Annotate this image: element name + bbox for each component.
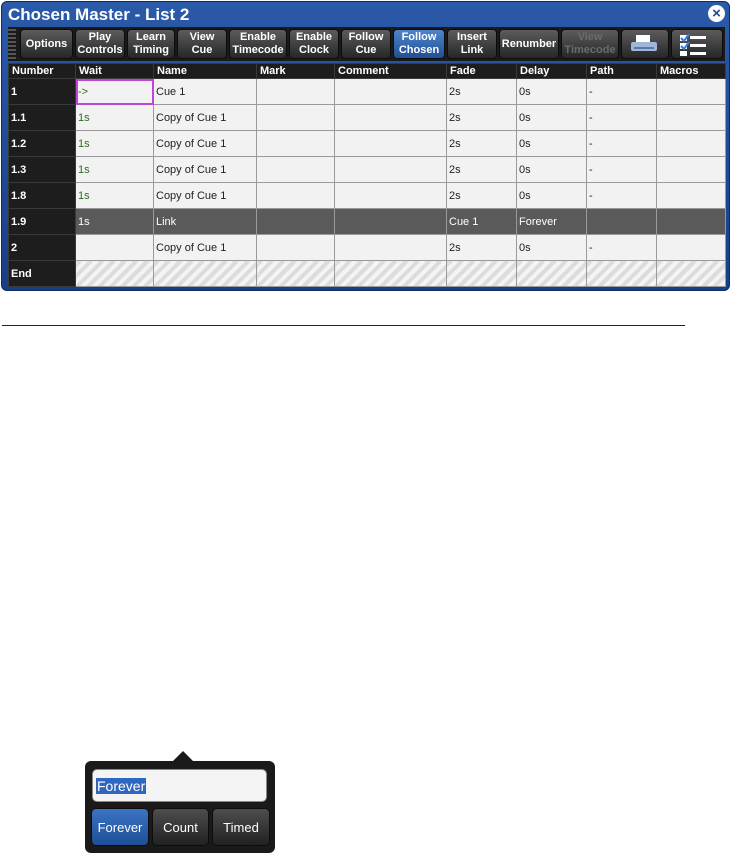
cue-path[interactable]: - [587, 157, 657, 183]
enable-clock-button[interactable]: Enable Clock [289, 29, 339, 59]
cue-number[interactable]: 1.9 [9, 209, 76, 235]
forever-button[interactable]: Forever [91, 808, 149, 846]
cue-delay[interactable]: 0s [517, 131, 587, 157]
cue-macros[interactable] [657, 157, 726, 183]
cue-comment[interactable] [335, 235, 447, 261]
column-header-comment[interactable]: Comment [335, 64, 447, 79]
cue-wait[interactable]: 1s [76, 157, 154, 183]
checklist-button[interactable] [671, 29, 723, 59]
cue-number[interactable]: End [9, 261, 76, 287]
cue-path[interactable]: - [587, 105, 657, 131]
cue-name[interactable]: Copy of Cue 1 [154, 105, 257, 131]
table-row[interactable] [9, 183, 726, 209]
cue-comment[interactable] [335, 105, 447, 131]
cue-delay[interactable]: 0s [517, 105, 587, 131]
cue-name[interactable]: Copy of Cue 1 [154, 131, 257, 157]
cue-delay[interactable]: 0s [517, 183, 587, 209]
cue-name[interactable]: Cue 1 [154, 79, 257, 105]
cue-fade [447, 261, 517, 287]
cue-wait [76, 261, 154, 287]
cue-fade[interactable]: 2s [447, 157, 517, 183]
delay-value-text: Forever [97, 777, 146, 794]
cue-mark[interactable] [257, 105, 335, 131]
checklist-icon [678, 33, 710, 57]
cue-mark[interactable] [257, 79, 335, 105]
column-header-macros[interactable]: Macros [657, 64, 726, 79]
cue-comment [335, 261, 447, 287]
cue-mark[interactable] [257, 235, 335, 261]
cue-number[interactable]: 1.2 [9, 131, 76, 157]
cue-macros[interactable] [657, 183, 726, 209]
cue-mark[interactable] [257, 183, 335, 209]
cue-wait[interactable]: 1s [76, 131, 154, 157]
column-header-fade[interactable]: Fade [447, 64, 517, 79]
divider-line [2, 325, 685, 326]
cue-path[interactable]: - [587, 183, 657, 209]
cue-delay [517, 261, 587, 287]
cue-number[interactable]: 1.1 [9, 105, 76, 131]
renumber-button[interactable]: Renumber [499, 29, 559, 59]
cue-macros[interactable] [657, 79, 726, 105]
column-header-delay[interactable]: Delay [517, 64, 587, 79]
timed-button[interactable]: Timed [212, 808, 270, 846]
column-header-name[interactable]: Name [154, 64, 257, 79]
printer-icon [630, 35, 658, 53]
table-header-row [9, 64, 726, 79]
delay-popup [85, 761, 275, 853]
column-header-number[interactable]: Number [9, 64, 76, 79]
cue-comment[interactable] [335, 157, 447, 183]
cue-fade[interactable]: 2s [447, 183, 517, 209]
cue-fade[interactable]: 2s [447, 131, 517, 157]
cue-path[interactable]: - [587, 79, 657, 105]
table-row-selected[interactable] [9, 209, 726, 235]
column-header-mark[interactable]: Mark [257, 64, 335, 79]
cue-wait[interactable]: -> [76, 79, 154, 105]
count-button[interactable]: Count [152, 808, 209, 846]
column-header-wait[interactable]: Wait [76, 64, 154, 79]
cue-mark[interactable] [257, 157, 335, 183]
follow-chosen-button[interactable]: Follow Chosen [393, 29, 445, 59]
table-row[interactable] [9, 105, 726, 131]
enable-timecode-button[interactable]: Enable Timecode [229, 29, 287, 59]
cue-name [154, 261, 257, 287]
cue-wait[interactable] [76, 235, 154, 261]
cue-path [587, 261, 657, 287]
cue-mark[interactable] [257, 131, 335, 157]
cue-number[interactable]: 1 [9, 79, 76, 105]
cue-mark[interactable] [257, 209, 335, 235]
cue-mark [257, 261, 335, 287]
close-icon[interactable]: × [708, 5, 725, 22]
cue-number[interactable]: 1.8 [9, 183, 76, 209]
cue-comment[interactable] [335, 131, 447, 157]
insert-link-button[interactable]: Insert Link [447, 29, 497, 59]
table-row[interactable] [9, 157, 726, 183]
cue-number[interactable]: 2 [9, 235, 76, 261]
cue-macros[interactable] [657, 131, 726, 157]
column-header-path[interactable]: Path [587, 64, 657, 79]
cue-fade[interactable]: Cue 1 [447, 209, 517, 235]
cue-list-window [1, 1, 730, 291]
table-row[interactable] [9, 131, 726, 157]
cue-path[interactable]: - [587, 235, 657, 261]
cue-fade[interactable]: 2s [447, 79, 517, 105]
cue-macros [657, 261, 726, 287]
cue-macros[interactable] [657, 105, 726, 131]
cue-macros[interactable] [657, 235, 726, 261]
learn-timing-button[interactable]: Learn Timing [127, 29, 175, 59]
cue-name[interactable]: Copy of Cue 1 [154, 183, 257, 209]
window-title: Chosen Master - List 2 [8, 5, 190, 24]
toolbar [8, 27, 725, 61]
table-row-end[interactable] [9, 261, 726, 287]
cue-delay[interactable]: 0s [517, 235, 587, 261]
cue-delay[interactable]: 0s [517, 157, 587, 183]
view-cue-button[interactable]: View Cue [177, 29, 227, 59]
popup-pointer [173, 751, 193, 761]
cue-name[interactable]: Copy of Cue 1 [154, 157, 257, 183]
cue-name[interactable]: Link [154, 209, 257, 235]
cue-number[interactable]: 1.3 [9, 157, 76, 183]
cue-path[interactable]: - [587, 131, 657, 157]
cue-delay[interactable]: Forever [517, 209, 587, 235]
table-row[interactable] [9, 235, 726, 261]
toolbar-grip[interactable] [8, 29, 16, 59]
cue-wait[interactable]: 1s [76, 183, 154, 209]
cue-wait[interactable]: 1s [76, 105, 154, 131]
view-timecode-button[interactable]: View Timecode [561, 29, 619, 59]
cue-wait[interactable]: 1s [76, 209, 154, 235]
cue-macros[interactable] [657, 209, 726, 235]
cue-name[interactable]: Copy of Cue 1 [154, 235, 257, 261]
follow-cue-button[interactable]: Follow Cue [341, 29, 391, 59]
cue-fade[interactable]: 2s [447, 105, 517, 131]
cue-path[interactable] [587, 209, 657, 235]
play-controls-button[interactable]: Play Controls [75, 29, 125, 59]
print-button[interactable] [621, 29, 669, 59]
options-button[interactable]: Options [20, 29, 73, 59]
delay-value-field[interactable] [92, 769, 267, 802]
cue-fade[interactable]: 2s [447, 235, 517, 261]
cue-comment[interactable] [335, 209, 447, 235]
cue-comment[interactable] [335, 79, 447, 105]
cue-delay[interactable]: 0s [517, 79, 587, 105]
cue-table [8, 63, 726, 287]
cue-comment[interactable] [335, 183, 447, 209]
table-row[interactable] [9, 79, 726, 105]
